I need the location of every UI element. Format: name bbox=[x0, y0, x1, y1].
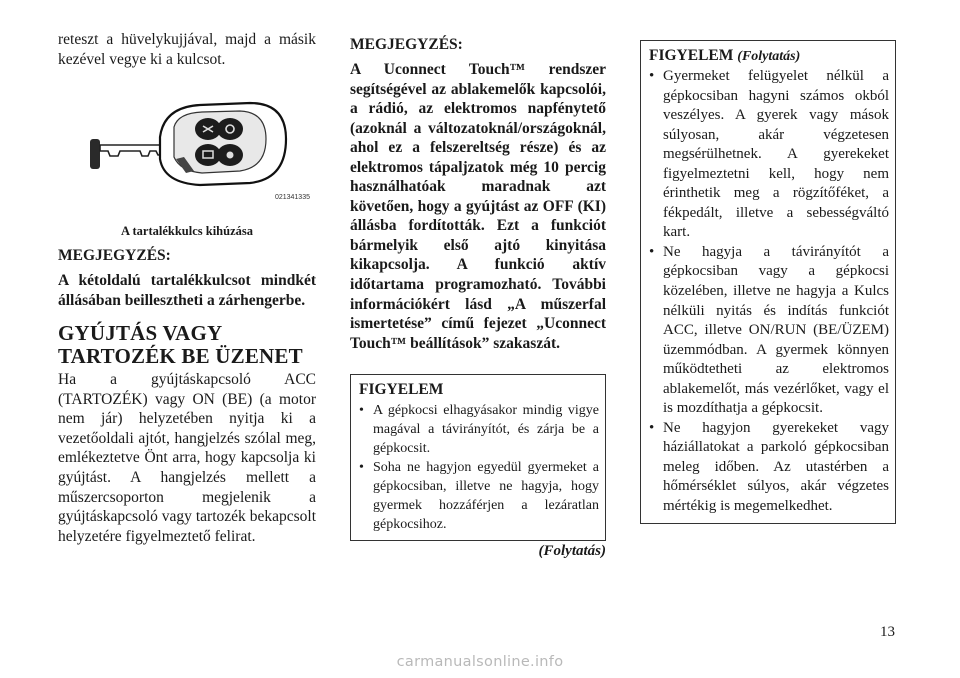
column-middle bbox=[350, 30, 606, 560]
figure-caption: A tartalékkulcs kihúzása bbox=[121, 224, 253, 238]
key-head-icon bbox=[90, 139, 100, 169]
warning-list bbox=[649, 67, 889, 517]
column-right bbox=[640, 40, 896, 524]
warning-item: • Ne hagyja a távirányítót a gépkocsiban vagy a gépkocsi közelében, illetve ne hagyja a Kulcs nélküli nyitás és indítás funkciót ACC, illetve ON/RUN (BE/ÜZEM) üzemmódban. A gyermek könnyen működtetheti az elektromos ablakemelőt, más vezérlőket, vagy el is mozdíthatja a gépkocsit. bbox=[649, 243, 889, 417]
section-title: GYÚJTÁS VAGY TARTOZÉK BE ÜZENET bbox=[58, 321, 303, 368]
note-text: A kétoldalú tartalékkulcsot mindkét állásában beillesztheti a zárhengerbe. bbox=[58, 272, 316, 309]
bullet-icon: • bbox=[649, 243, 655, 260]
bullet-icon: • bbox=[649, 419, 655, 436]
watermark: carmanualsonline.info bbox=[396, 654, 564, 670]
warning-title: FIGYELEM bbox=[359, 381, 444, 399]
note-text: A Uconnect Touch™ rendszer segítségével az ablakemelők kapcsolói, a rádió, az elektromos napfénytető (azoknál a változatoknál/országoknál, ahol ez a felszereltség része) és az elektromos tápaljzatok még 10 percig használhatóak maradnak azt követően, hogy a gyújtást az OFF (KI) állásba fordították. Ezt a funkciót bármelyik első ajtó kinyitása kikapcsolja. A funkció aktív időtartama programozható. További információkért lásd „A műszerfal ismertetése” című fejezet „Uconnect Touch™ beállítások” szakaszát. bbox=[350, 61, 606, 352]
section-body: Ha a gyújtáskapcsoló ACC (TARTOZÉK) vagy ON (BE) (a motor nem jár) helyzetében nyitja ki a vezetőoldali ajtót, hangjelzés szólal meg, emlékeztetve Önt arra, hogy kapcsolja ki gyújtást. A hangjelzés mellett a műszercsoporton megjelenik a gyújtáskapcsoló vagy tartozék bekapcsolt helyzetére figyelmeztető felirat. bbox=[58, 371, 316, 545]
warning-item: • Ne hagyjon gyerekeket vagy háziállatokat a parkoló gépkocsiban meleg időben. Az utastérben a hőmérséklet súlyos, akár végzetes mértékig is megemelkedhet. bbox=[649, 419, 889, 515]
key-fob-illustration bbox=[90, 99, 290, 194]
note-heading: MEGJEGYZÉS: bbox=[58, 247, 171, 264]
warning-title-suffix: (Folytatás) bbox=[737, 49, 801, 64]
intro-paragraph: reteszt a hüvelykujjával, majd a másik kezével vegye ki a kulcsot. bbox=[58, 31, 316, 68]
warning-item: • Gyermeket felügyelet nélkül a gépkocsiban hagyni számos okból veszélyes. A gyerek vagy mások súlyosan, akár végzetesen megsérülhetnek. A gyerekeket figyelmeztetni kell, hogy nem érinthetik meg a rögzítőféket, a fékpedált, illetve a sebességváltó kart. bbox=[649, 68, 889, 241]
column-left bbox=[58, 30, 316, 546]
figure-code: 021341335 bbox=[274, 194, 310, 201]
bullet-icon: • bbox=[359, 403, 364, 419]
warning-list bbox=[359, 401, 599, 534]
warning-item: • Soha ne hagyjon egyedül gyermeket a gépkocsiban, illetve ne hagyja, hogy gyermek hozzáférjen a lezáratlan gépkocsihoz. bbox=[359, 460, 599, 533]
warning-item: • A gépkocsi elhagyásakor mindig vigye magával a távirányítót, és zárja be a gépkocsit. bbox=[359, 403, 599, 457]
warning-box bbox=[350, 374, 606, 541]
continued-label: (Folytatás) bbox=[538, 543, 606, 560]
bullet-icon: • bbox=[359, 460, 364, 476]
page-number: 13 bbox=[880, 624, 895, 640]
unlock-button-icon bbox=[217, 118, 243, 140]
spare-key-figure bbox=[58, 79, 316, 224]
warning-title: FIGYELEM (Folytatás) bbox=[649, 47, 801, 64]
note-heading: MEGJEGYZÉS: bbox=[350, 36, 463, 53]
bullet-icon: • bbox=[649, 68, 655, 84]
warning-box-continued bbox=[640, 40, 896, 524]
